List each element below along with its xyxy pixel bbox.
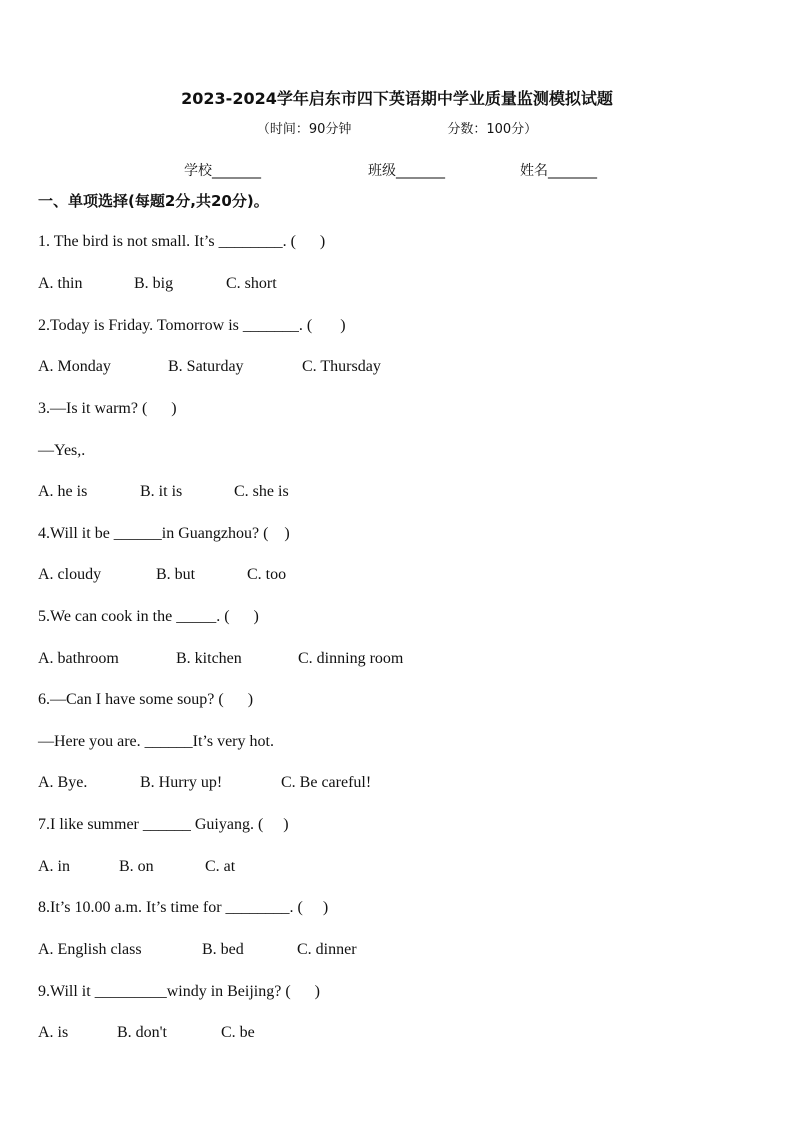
total-score: 分数：100分） [447, 122, 538, 137]
option-b: B. on [119, 858, 154, 875]
time-limit: （时间：90分钟 [256, 122, 352, 137]
exam-subtitle [0, 118, 794, 137]
option-c: C. dinner [297, 941, 357, 958]
option-b: B. kitchen [176, 650, 242, 667]
option-c: C. Be careful! [281, 774, 372, 791]
option-c: C. short [226, 275, 277, 292]
option-b: B. bed [202, 941, 244, 958]
option-a: A. cloudy [38, 566, 102, 583]
question-3-response: —Yes,. [38, 442, 86, 459]
option-a: A. English class [38, 941, 142, 958]
question-7: 7.I like summer ______ Guiyang. ( ) [38, 816, 289, 833]
question-8: 8.It’s 10.00 a.m. It’s time for ________. ( ) [38, 899, 329, 916]
section-title: 一、单项选择(每题2分,共20分)。 [38, 192, 269, 210]
option-a: A. Bye. [38, 774, 88, 791]
question-6: 6.—Can I have some soup? ( ) [38, 691, 254, 708]
option-c: C. be [221, 1024, 255, 1041]
option-a: A. bathroom [38, 650, 119, 667]
option-b: B. big [134, 275, 174, 292]
option-a: A. in [38, 858, 70, 875]
option-b: B. don't [117, 1024, 167, 1041]
question-3: 3.—Is it warm? ( ) [38, 400, 177, 417]
exam-title: 2023-2024学年启东市四下英语期中学业质量监测模拟试题 [181, 89, 613, 108]
school-field: 学校_______ [184, 163, 261, 179]
option-a: A. he is [38, 483, 88, 500]
question-6-response: —Here you are. ______It’s very hot. [38, 733, 274, 750]
option-c: C. too [247, 566, 287, 583]
class-field: 班级_______ [368, 163, 445, 179]
name-field: 姓名_______ [520, 163, 597, 179]
option-c: C. at [205, 858, 236, 875]
question-2: 2.Today is Friday. Tomorrow is _______. ( ) [38, 317, 346, 334]
question-4: 4.Will it be ______in Guangzhou? ( ) [38, 525, 290, 542]
option-c: C. she is [234, 483, 289, 500]
question-9: 9.Will it _________windy in Beijing? ( ) [38, 983, 320, 1000]
option-a: A. is [38, 1024, 69, 1041]
option-a: A. thin [38, 275, 83, 292]
option-c: C. dinning room [298, 650, 404, 667]
question-1: 1. The bird is not small. It’s ________. ( ) [38, 233, 326, 250]
option-b: B. it is [140, 483, 183, 500]
option-a: A. Monday [38, 358, 111, 375]
option-b: B. Saturday [168, 358, 244, 375]
option-b: B. but [156, 566, 196, 583]
option-b: B. Hurry up! [140, 774, 223, 791]
option-c: C. Thursday [302, 358, 381, 375]
question-5: 5.We can cook in the _____. ( ) [38, 608, 259, 625]
